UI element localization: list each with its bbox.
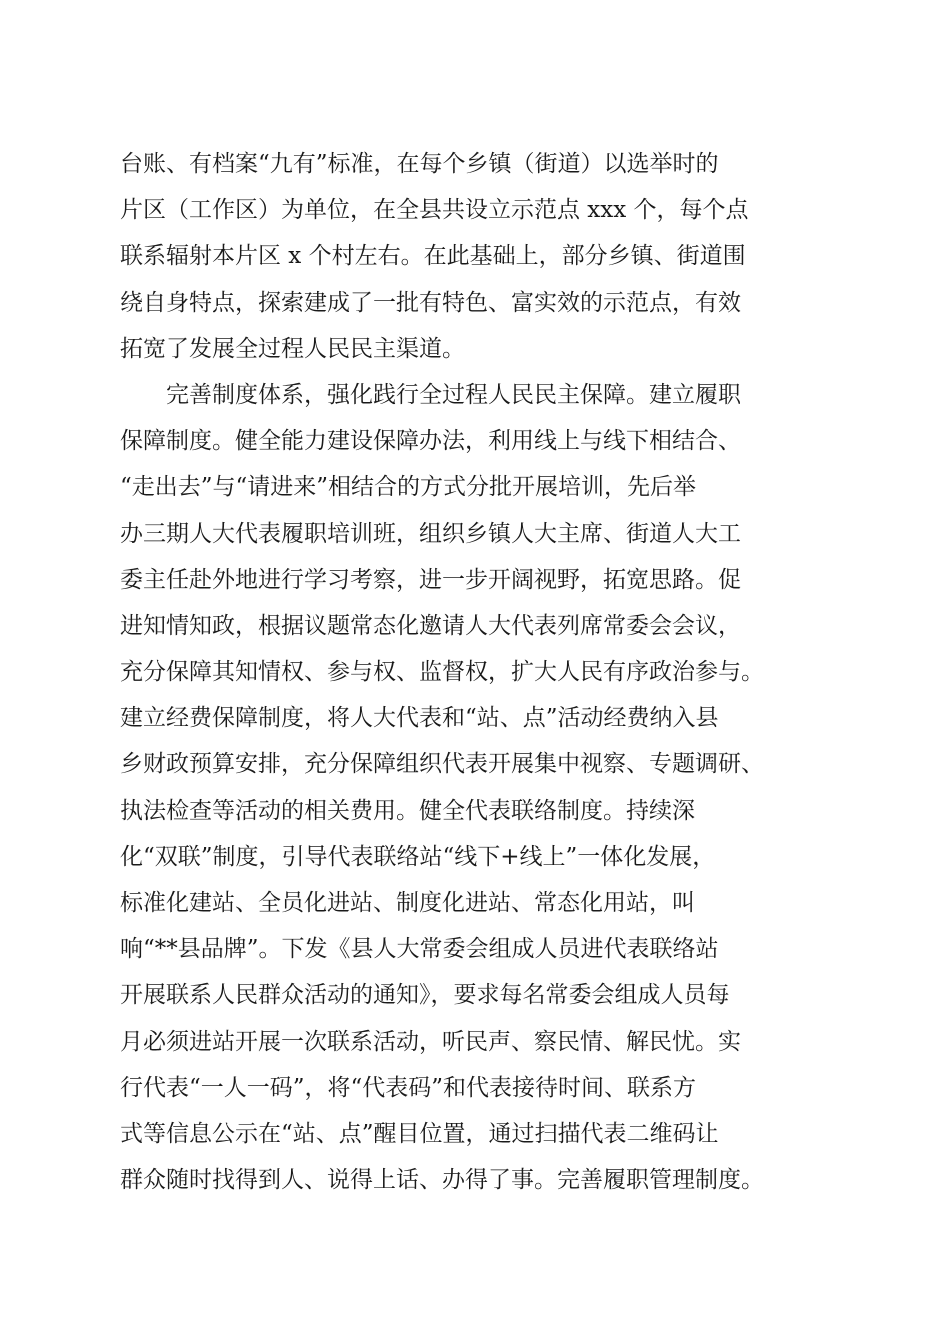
text-line: 保障制度。健全能力建设保障办法，利用线上与线下相结合、 (120, 428, 741, 455)
text-line: 群众随时找得到人、说得上话、办得了事。完善履职管理制度。 (120, 1167, 764, 1194)
text-line: 化“双联”制度，引导代表联络站“线下+线上”一体化发展， (120, 843, 716, 870)
text-line: 台账、有档案“九有”标准，在每个乡镇（街道）以选举时的 (120, 151, 719, 177)
text-line: 式等信息公示在“站、点”醒目位置，通过扫描代表二维码让 (120, 1120, 719, 1147)
text-line: 执法检查等活动的相关费用。健全代表联络制度。持续深 (120, 797, 695, 824)
body-text (120, 141, 860, 1203)
text-line: 建立经费保障制度，将人大代表和“站、点”活动经费纳入县 (120, 705, 719, 732)
text-line: 响“**县品牌”。下发《县人大常委会组成人员进代表联络站 (120, 936, 719, 963)
text-line: 绕自身特点，探索建成了一批有特色、富实效的示范点，有效 (120, 289, 741, 316)
text-line: 进知情知政，根据议题常态化邀请人大代表列席常委会会议， (120, 612, 741, 639)
text-line: 充分保障其知情权、参与权、监督权，扩大人民有序政治参与。 (120, 659, 764, 686)
text-line: 办三期人大代表履职培训班，组织乡镇人大主席、街道人大工 (120, 520, 741, 547)
text-line: 乡财政预算安排，充分保障组织代表开展集中视察、专题调研、 (120, 751, 764, 778)
text-line: 行代表“一人一码”，将“代表码”和代表接待时间、联系方 (120, 1074, 697, 1101)
text-line: 片区（工作区）为单位，在全县共设立示范点 xxx 个，每个点 (120, 197, 749, 224)
paragraph-start-line: 完善制度体系，强化践行全过程人民民主保障。建立履职 (166, 381, 741, 408)
text-line: 委主任赴外地进行学习考察，进一步开阔视野，拓宽思路。促 (120, 566, 741, 593)
text-line: 拓宽了发展全过程人民民主渠道。 (120, 335, 465, 362)
text-line: 标准化建站、全员化进站、制度化进站、常态化用站，叫 (120, 890, 695, 916)
text-line: 联系辐射本片区 x 个村左右。在此基础上，部分乡镇、街道围 (120, 243, 746, 270)
text-line: 月必须进站开展一次联系活动，听民声、察民情、解民忧。实 (120, 1028, 741, 1055)
text-line: 开展联系人民群众活动的通知》，要求每名常委会组成人员每 (120, 982, 730, 1009)
text-line: “走出去”与“请进来”相结合的方式分批开展培训，先后举 (120, 474, 697, 501)
